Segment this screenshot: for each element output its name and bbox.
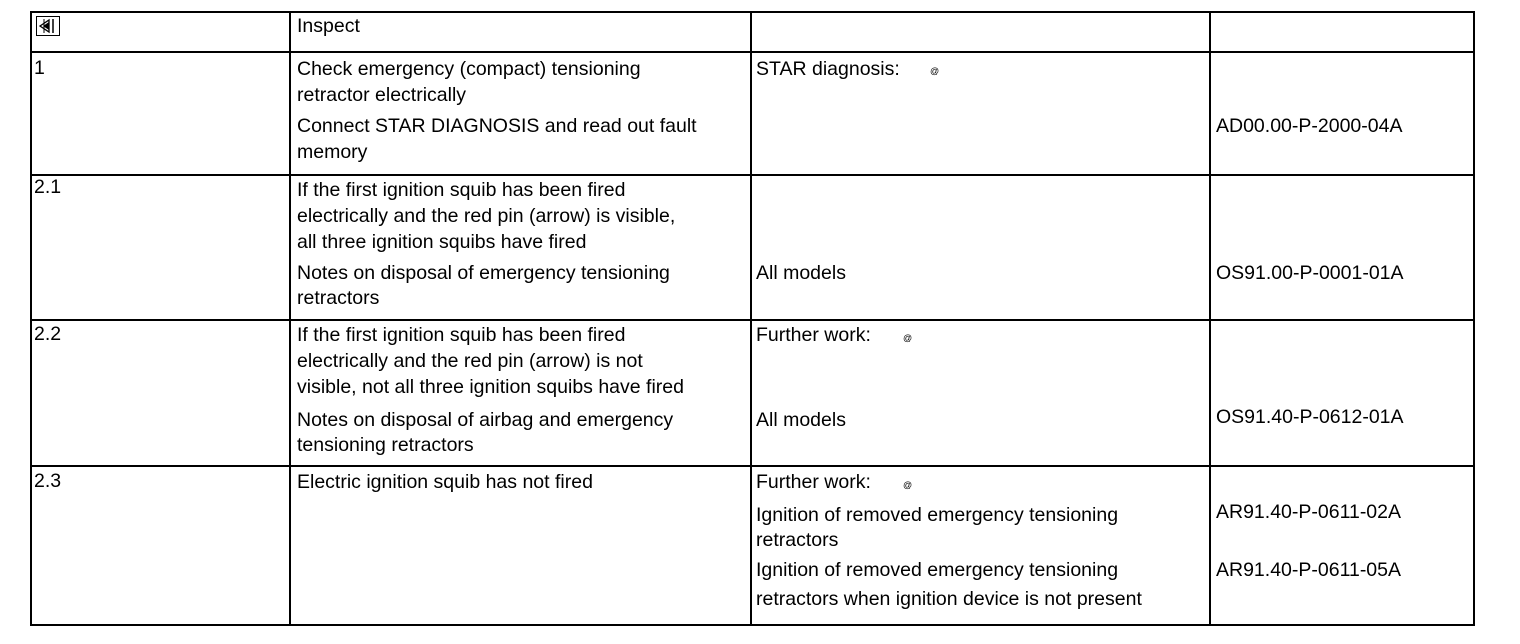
document-reference-link[interactable]: AD00.00-P-2000-04A: [1216, 115, 1403, 137]
link-at-icon[interactable]: @: [903, 333, 913, 343]
step-text: visible, not all three ignition squibs have fired: [297, 376, 684, 398]
further-work-label: Further work:: [756, 324, 871, 346]
procedure-text: retractors: [756, 529, 839, 551]
step-number: 2.2: [34, 323, 62, 345]
row-divider: [30, 51, 1475, 53]
back-arrow-icon[interactable]: [36, 16, 60, 36]
step-text: all three ignition squibs have fired: [297, 231, 587, 253]
step-text: retractors: [297, 287, 380, 309]
step-text: tensioning retractors: [297, 434, 474, 456]
table-border-right: [1473, 11, 1475, 626]
step-text: electrically and the red pin (arrow) is visible,: [297, 205, 676, 227]
table-border-left: [30, 11, 32, 626]
step-text: Notes on disposal of airbag and emergency: [297, 409, 674, 431]
step-text: memory: [297, 141, 368, 163]
row-divider: [30, 319, 1475, 321]
step-number: 1: [34, 57, 45, 79]
procedure-text: Ignition of removed emergency tensioning: [756, 504, 1119, 526]
table-border-bottom: [30, 624, 1475, 626]
header-step-title: Inspect: [297, 15, 360, 37]
step-text: Electric ignition squib has not fired: [297, 471, 593, 493]
further-work-label: Further work:: [756, 471, 871, 493]
step-text: Notes on disposal of emergency tensioning: [297, 262, 670, 284]
link-at-icon[interactable]: @: [903, 480, 913, 490]
document-reference-link[interactable]: OS91.00-P-0001-01A: [1216, 262, 1404, 284]
step-text: electrically and the red pin (arrow) is not: [297, 350, 643, 372]
link-at-icon[interactable]: @: [930, 66, 940, 76]
document-reference-link[interactable]: AR91.40-P-0611-02A: [1216, 501, 1402, 523]
step-number: 2.1: [34, 176, 62, 198]
step-text: Connect STAR DIAGNOSIS and read out fault: [297, 115, 697, 137]
column-divider: [1209, 11, 1211, 626]
document-reference-link[interactable]: AR91.40-P-0611-05A: [1216, 559, 1402, 581]
row-divider: [30, 465, 1475, 467]
column-divider: [289, 11, 291, 626]
step-text: retractor electrically: [297, 84, 467, 106]
models-label: All models: [756, 262, 846, 284]
step-text: If the first ignition squib has been fired: [297, 324, 626, 346]
procedure-text: retractors when ignition device is not present: [756, 588, 1142, 610]
row-divider: [30, 174, 1475, 176]
back-arrow-glyph: [38, 18, 58, 34]
models-label: All models: [756, 409, 846, 431]
table-border-top: [30, 11, 1475, 13]
star-diagnosis-label: STAR diagnosis:: [756, 58, 900, 80]
step-number: 2.3: [34, 470, 62, 492]
step-text: Check emergency (compact) tensioning: [297, 58, 641, 80]
procedure-text: Ignition of removed emergency tensioning: [756, 559, 1119, 581]
column-divider: [750, 11, 752, 626]
document-reference-link[interactable]: OS91.40-P-0612-01A: [1216, 406, 1404, 428]
step-text: If the first ignition squib has been fired: [297, 179, 626, 201]
